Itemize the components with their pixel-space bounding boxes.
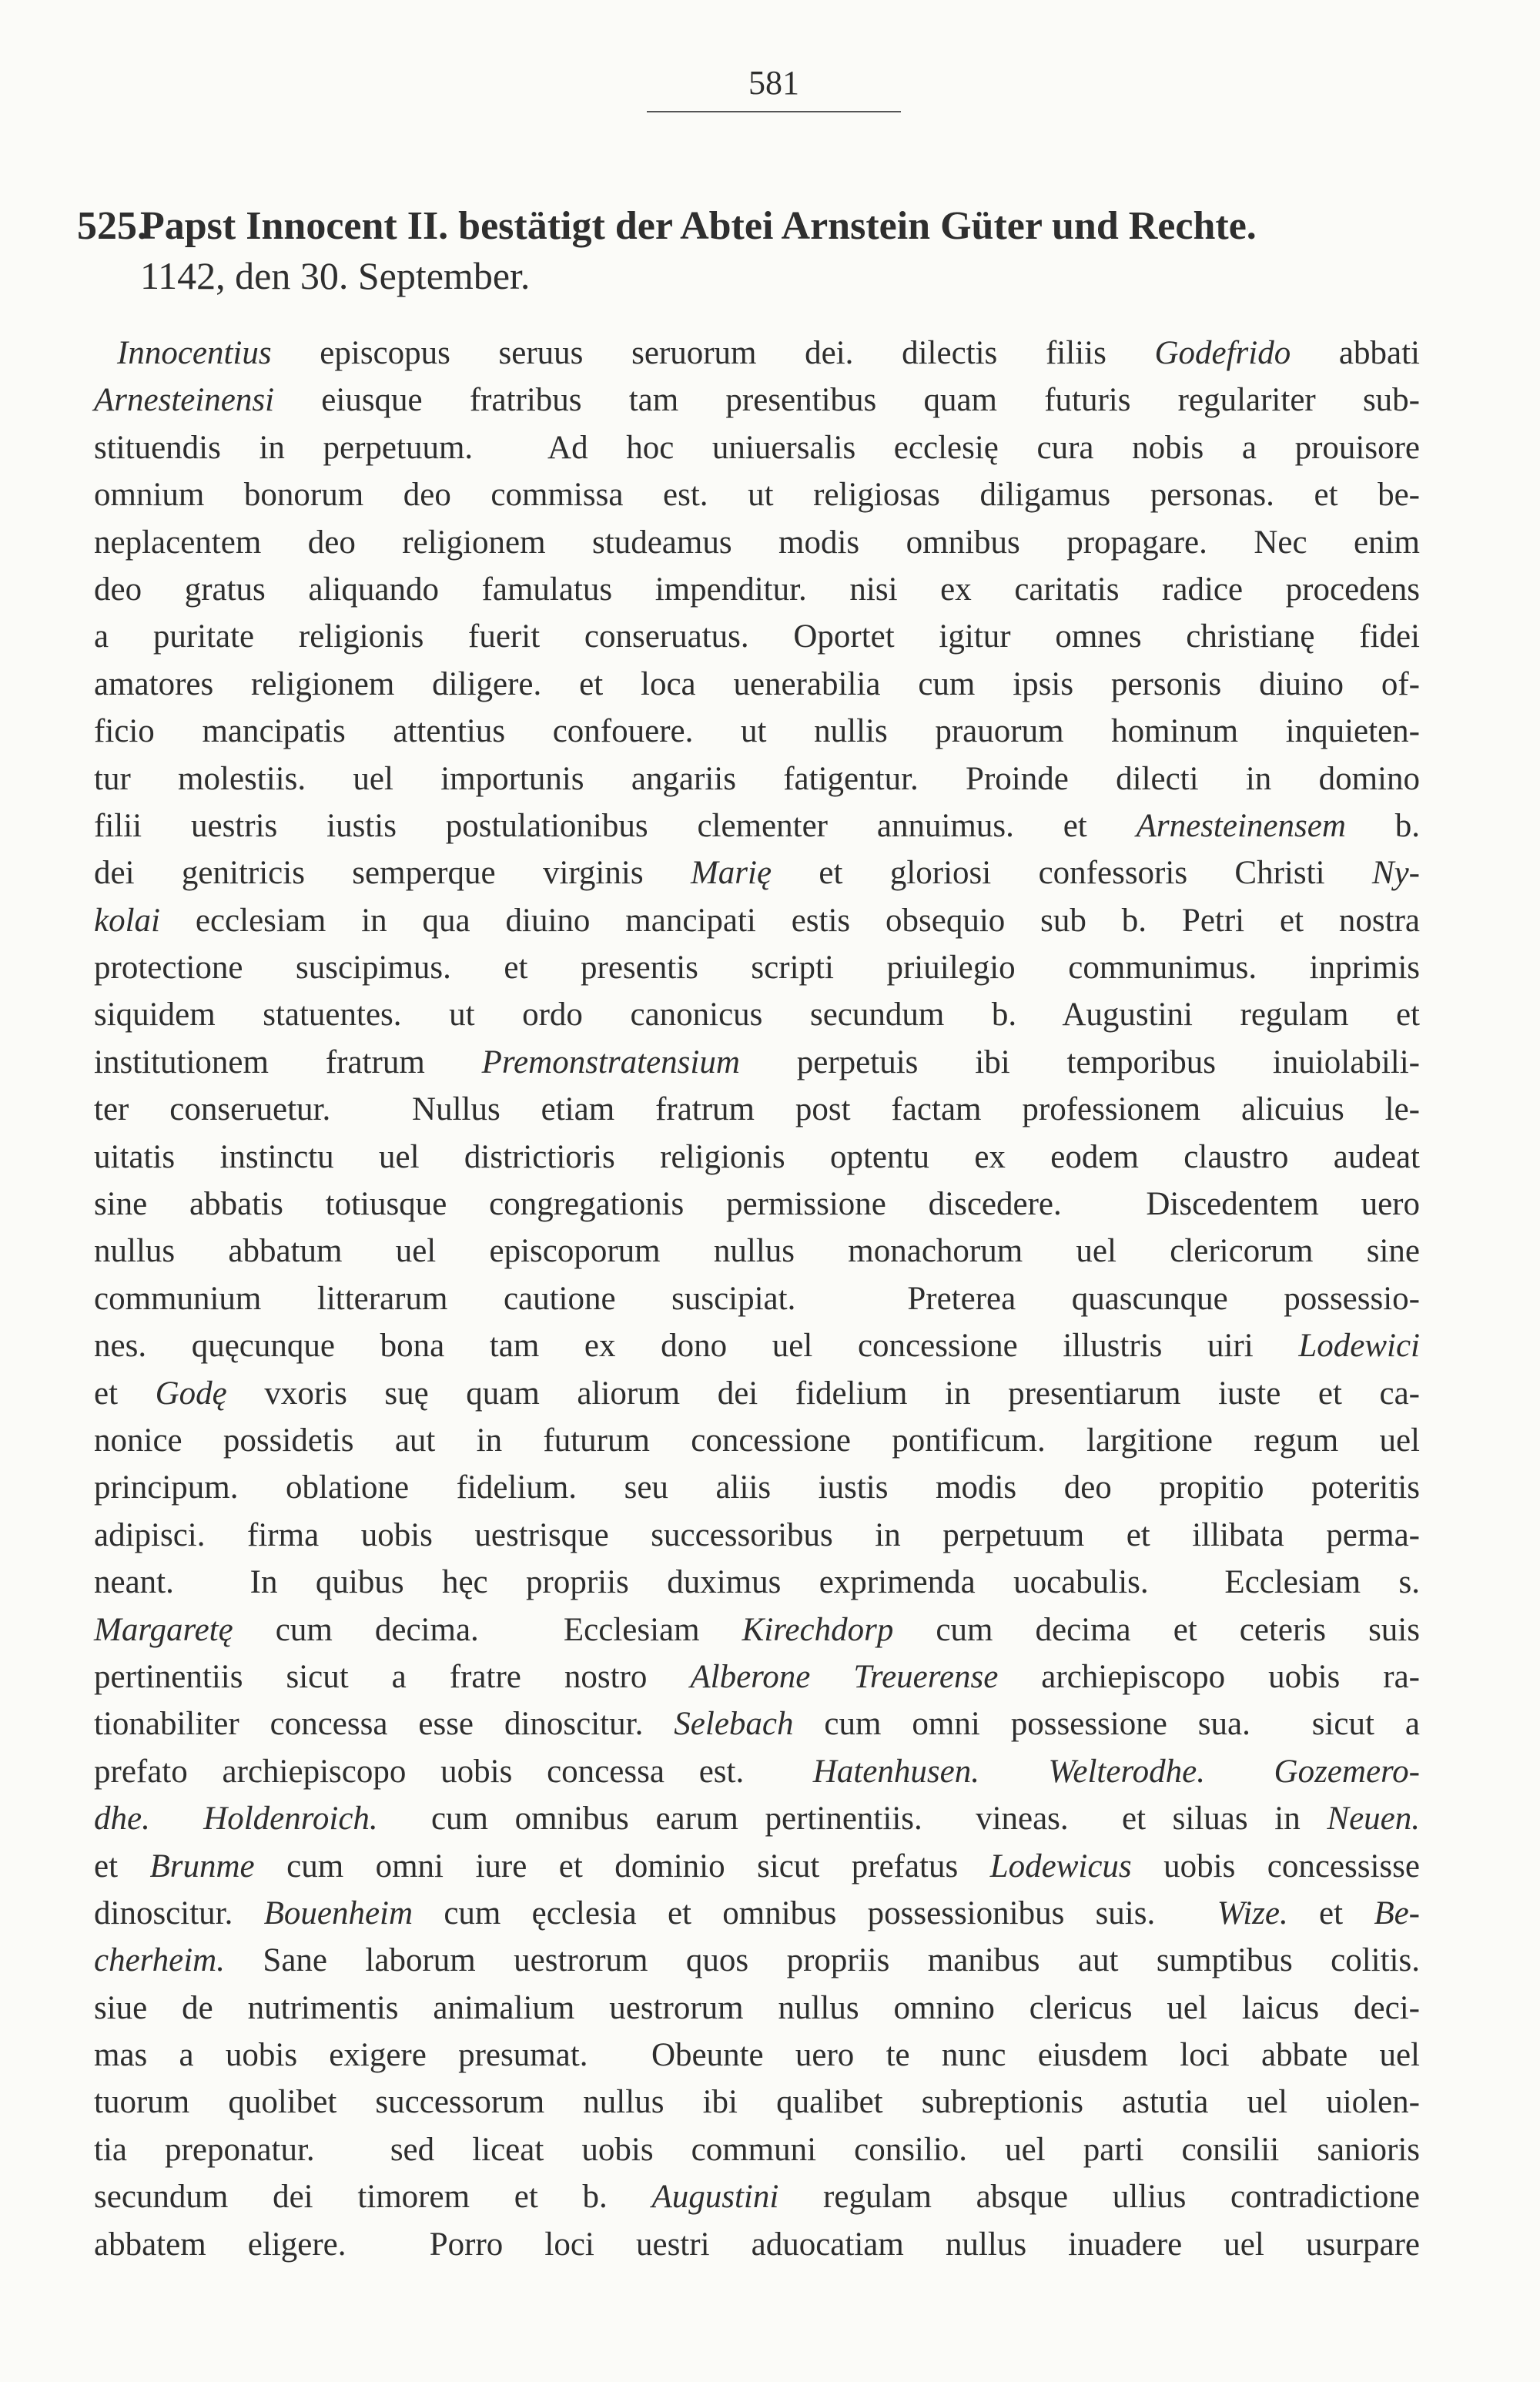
italic-name: kolai <box>94 902 160 939</box>
text-segment: nonice possidetis aut in futurum concessione pontificum. largitione regum uel <box>94 1422 1420 1459</box>
text-line <box>94 1228 1420 1275</box>
text-line <box>94 1890 1420 1937</box>
text-line <box>94 1653 1420 1700</box>
text-line <box>94 2032 1420 2079</box>
text-segment: nes. quęcunque bona tam ex dono uel concessione illustris uiri <box>94 1328 1299 1365</box>
italic-name: Godę <box>155 1375 227 1412</box>
italic-name: dhe. Holdenroich. <box>94 1801 378 1838</box>
text-segment: ecclesiam in qua diuino mancipati estis obsequio sub b. Petri et nostra <box>159 902 1420 939</box>
text-segment: amatores religionem diligere. et loca uenerabilia cum ipsis personis diuino of- <box>94 665 1420 702</box>
text-segment: regulam absque ullius contradictione <box>778 2179 1421 2216</box>
italic-name: Arnesteinensem <box>1136 807 1346 844</box>
text-line <box>94 991 1420 1038</box>
text-line <box>94 1464 1420 1511</box>
text-segment: dinoscitur. <box>94 1895 264 1931</box>
text-line <box>94 1559 1420 1606</box>
text-line <box>94 2126 1420 2173</box>
text-segment: filii uestris iustis postulationibus clementer annuimus. et <box>94 807 1137 844</box>
italic-name: Kirechdorp <box>742 1611 894 1648</box>
italic-name: cherheim. <box>94 1942 225 1979</box>
text-line <box>94 519 1420 566</box>
text-segment: communium litterarum cautione suscipiat. Preterea quascunque possessio- <box>94 1280 1420 1317</box>
text-segment: siue de nutrimentis animalium uestrorum nullus omnino clericus uel laicus deci- <box>94 1989 1420 2026</box>
text-segment: ficio mancipatis attentius confouere. ut nullis prauorum hominum inquieten- <box>94 713 1420 750</box>
text-line <box>94 1370 1420 1417</box>
italic-name: Ny- <box>1371 855 1420 892</box>
page-number-rule <box>647 111 901 112</box>
text-line <box>94 661 1420 708</box>
text-segment: tia preponatur. sed liceat uobis communi consilio. uel parti consilii sanioris <box>94 2131 1420 2168</box>
italic-name: Be- <box>1374 1895 1420 1931</box>
text-line <box>94 1606 1420 1653</box>
text-line <box>94 755 1420 802</box>
italic-name: Marię <box>690 855 772 892</box>
text-segment: neplacentem deo religionem studeamus modis omnibus propagare. Nec enim <box>94 524 1420 561</box>
text-segment: cum decima et ceteris suis <box>893 1611 1420 1648</box>
text-segment: et gloriosi confessoris Christi <box>772 855 1372 892</box>
text-segment: et <box>94 1848 150 1884</box>
text-segment: secundum dei timorem et b. <box>94 2179 652 2216</box>
text-segment: Sane laborum uestrorum quos propriis manibus aut sumptibus colitis. <box>224 1942 1420 1979</box>
page-number: 581 <box>748 64 799 102</box>
text-line <box>94 330 1420 377</box>
text-segment: episcopus seruus seruorum dei. dilectis filiis <box>271 335 1155 371</box>
text-segment: cum omni iure et dominio sicut prefatus <box>254 1848 990 1884</box>
text-line <box>94 897 1420 944</box>
text-line <box>94 1181 1420 1228</box>
text-segment: neant. In quibus hęc propriis duximus exprimenda uocabulis. Ecclesiam s. <box>94 1564 1420 1601</box>
text-line <box>94 424 1420 471</box>
text-line <box>94 1937 1420 1984</box>
text-line <box>94 1795 1420 1842</box>
text-line <box>94 1700 1420 1747</box>
text-segment: vxoris suę quam aliorum dei fidelium in presentiarum iuste et ca- <box>226 1375 1420 1412</box>
document-title: Papst Innocent II. bestätigt der Abtei Arnstein Güter und Rechte. <box>140 204 1257 248</box>
italic-name: Godefrido <box>1154 335 1291 371</box>
text-segment: a puritate religionis fuerit conseruatus. Oportet igitur omnes christianę fidei <box>94 618 1420 655</box>
text-segment: dei genitricis semperque virginis <box>94 855 691 892</box>
text-line <box>94 1086 1420 1133</box>
text-line <box>94 1322 1420 1369</box>
italic-name: Innocentius <box>117 335 272 371</box>
heading-line <box>77 202 1432 251</box>
italic-name: Selebach <box>674 1706 794 1743</box>
text-line <box>94 2221 1420 2268</box>
text-segment: siquidem statuentes. ut ordo canonicus secundum b. Augustini regulam et <box>94 997 1420 1034</box>
text-line <box>94 944 1420 991</box>
italic-name: Neuen. <box>1327 1801 1420 1838</box>
text-segment: protectione suscipimus. et presentis scripti priuilegio communimus. inprimis <box>94 950 1420 987</box>
text-segment: uobis concessisse <box>1131 1848 1420 1884</box>
text-line <box>94 1275 1420 1322</box>
text-line <box>94 2079 1420 2126</box>
text-line <box>94 377 1420 424</box>
text-segment: abbati <box>1291 335 1420 371</box>
text-segment: archiepiscopo uobis ra- <box>998 1658 1420 1695</box>
italic-name: Margaretę <box>94 1611 233 1648</box>
text-line <box>94 2173 1420 2220</box>
text-segment: cum omni possessione sua. sicut a <box>793 1706 1420 1743</box>
text-segment: cum ęcclesia et omnibus possessionibus suis. <box>413 1895 1217 1931</box>
text-segment: abbatem eligere. Porro loci uestri aduocatiam nullus inuadere uel usurpare <box>94 2226 1420 2263</box>
text-segment: et <box>94 1375 156 1412</box>
text-segment: adipisci. firma uobis uestrisque successoribus in perpetuum et illibata perma- <box>94 1516 1420 1553</box>
text-line <box>94 708 1420 755</box>
text-segment: cum decima. Ecclesiam <box>233 1611 742 1648</box>
italic-name: Brunme <box>149 1848 255 1884</box>
text-line <box>94 1843 1420 1890</box>
text-segment: principum. oblatione fidelium. seu aliis iustis modis deo propitio poteritis <box>94 1469 1420 1506</box>
text-segment: b. <box>1345 807 1421 844</box>
text-line <box>94 1039 1420 1086</box>
italic-name: Bouenheim <box>263 1895 413 1931</box>
text-line <box>94 1417 1420 1464</box>
text-segment: cum omnibus earum pertinentiis. vineas. et siluas in <box>377 1801 1327 1838</box>
text-segment: omnium bonorum deo commissa est. ut religiosas diligamus personas. et be- <box>94 477 1420 514</box>
italic-name: Arnesteinensi <box>94 382 275 419</box>
text-segment: ter conseruetur. Nullus etiam fratrum post factam professionem alicuius le- <box>94 1091 1420 1128</box>
italic-name: Wize. <box>1217 1895 1288 1931</box>
text-segment: tuorum quolibet successorum nullus ibi qualibet subreptionis astutia uel uiolen- <box>94 2084 1420 2121</box>
italic-name: Augustini <box>651 2179 779 2216</box>
text-line <box>94 471 1420 518</box>
text-line <box>94 1134 1420 1181</box>
text-segment: perpetuis ibi temporibus inuiolabili- <box>739 1044 1420 1080</box>
italic-name: Lodewicus <box>989 1848 1132 1884</box>
text-line <box>94 613 1420 660</box>
text-segment: prefato archiepiscopo uobis concessa est. <box>94 1753 813 1790</box>
text-segment: institutionem fratrum <box>94 1044 482 1080</box>
text-segment: tur molestiis. uel importunis angariis fatigentur. Proinde dilecti in domino <box>94 760 1420 797</box>
text-segment: et <box>1287 1895 1374 1931</box>
text-segment: deo gratus aliquando famulatus impenditur. nisi ex caritatis radice procedens <box>94 571 1420 608</box>
document-heading <box>77 202 1432 300</box>
document-date: 1142, den 30. September. <box>140 254 531 297</box>
text-segment: tionabiliter concessa esse dinoscitur. <box>94 1706 675 1743</box>
italic-name: Alberone Treuerense <box>690 1658 999 1695</box>
text-segment: pertinentiis sicut a fratre nostro <box>94 1658 691 1695</box>
italic-name: Lodewici <box>1298 1328 1420 1365</box>
text-line <box>94 1512 1420 1559</box>
text-segment: eiusque fratribus tam presentibus quam futuris regulariter sub- <box>274 382 1420 419</box>
text-line <box>94 566 1420 613</box>
text-segment: nullus abbatum uel episcoporum nullus monachorum uel clericorum sine <box>94 1233 1420 1270</box>
document-body <box>94 330 1420 2268</box>
text-segment: uitatis instinctu uel districtioris religionis optentu ex eodem claustro audeat <box>94 1138 1420 1175</box>
text-segment: sine abbatis totiusque congregationis permissione discedere. Discedentem uero <box>94 1186 1420 1223</box>
text-line <box>94 849 1420 896</box>
italic-name: Premonstratensium <box>481 1044 740 1080</box>
text-segment: mas a uobis exigere presumat. Obeunte uero te nunc eiusdem loci abbate uel <box>94 2037 1420 2074</box>
text-segment: stituendis in perpetuum. Ad hoc uniuersalis ecclesię cura nobis a prouisore <box>94 429 1420 466</box>
text-line <box>94 802 1420 849</box>
text-line <box>94 1985 1420 2032</box>
italic-name: Hatenhusen. Welterodhe. Gozemero- <box>812 1753 1420 1790</box>
document-number: 525. <box>77 204 147 248</box>
text-line <box>94 1748 1420 1795</box>
